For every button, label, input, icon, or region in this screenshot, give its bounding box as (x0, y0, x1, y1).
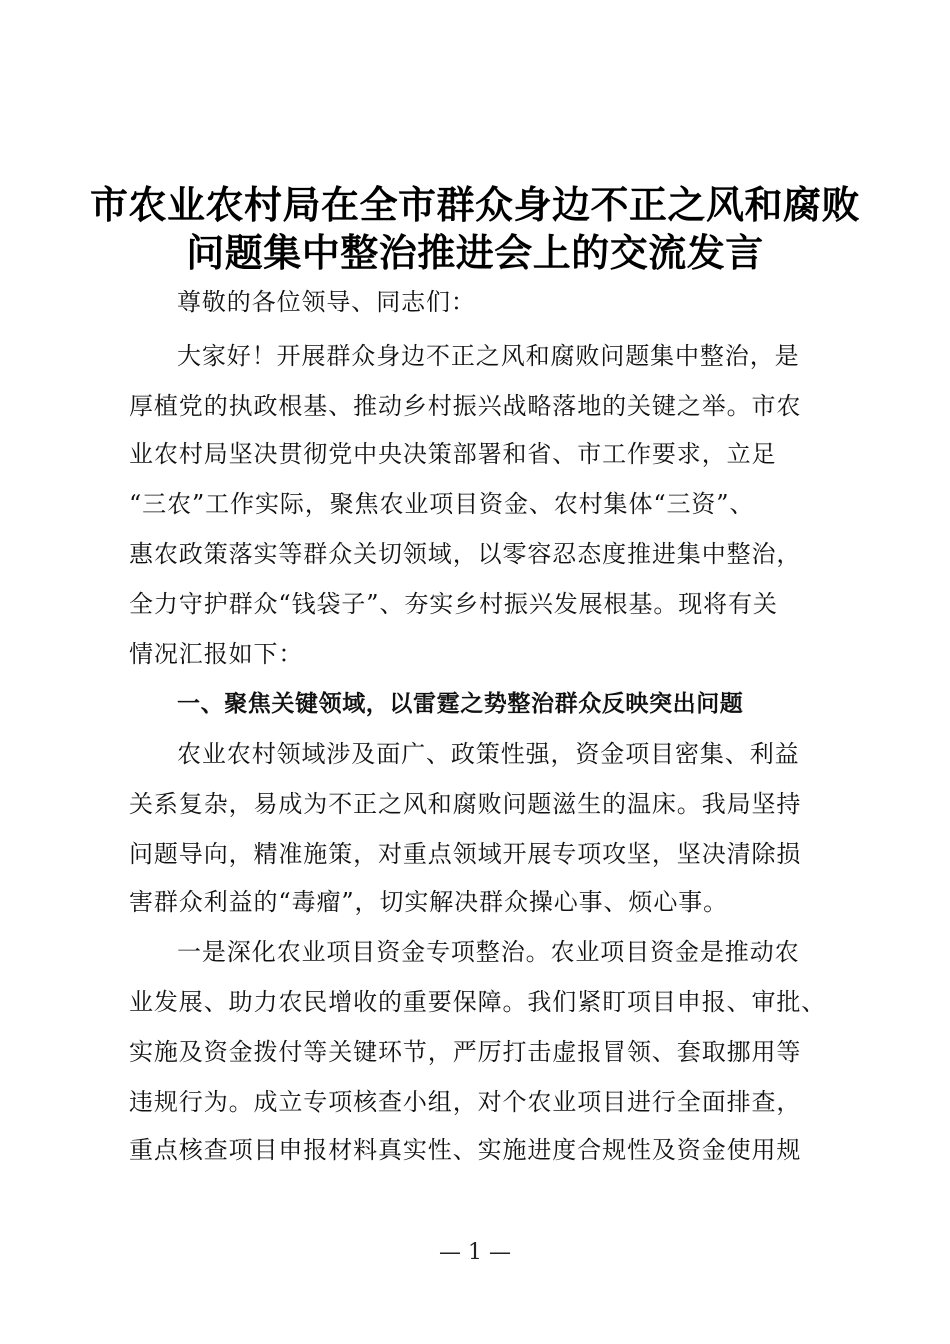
paragraph-2-line-1: 农业农村领域涉及面广、政策性强，资金项目密集、利益 (177, 740, 800, 768)
paragraph-3-line-1: 一是深化农业项目资金专项整治。农业项目资金是推动农 (177, 938, 800, 966)
paragraph-1-line-2: 厚植党的执政根基、推动乡村振兴战略落地的关键之举。市农 (129, 392, 802, 420)
paragraph-2-line-4: 害群众利益的“毒瘤”，切实解决群众操心事、烦心事。 (129, 888, 729, 916)
page-number: — 1 — (439, 1240, 511, 1265)
paragraph-2-line-2: 关系复杂，易成为不正之风和腐败问题滋生的温床。我局坚持 (129, 790, 802, 818)
paragraph-3-line-5: 重点核查项目申报材料真实性、实施进度合规性及资金使用规 (129, 1136, 802, 1164)
paragraph-1-line-4: “三农”工作实际，聚焦农业项目资金、农村集体“三资”、 (129, 490, 755, 518)
paragraph-1-line-1: 大家好！开展群众身边不正之风和腐败问题集中整治，是 (177, 342, 800, 370)
paragraph-3-line-4: 违规行为。成立专项核查小组，对个农业项目进行全面排查， (129, 1088, 802, 1116)
paragraph-3-line-3: 实施及资金拨付等关键环节，严厉打击虚报冒领、套取挪用等 (129, 1038, 802, 1066)
salutation: 尊敬的各位领导、同志们： (177, 288, 476, 316)
paragraph-1-line-5: 惠农政策落实等群众关切领域，以零容忍态度推进集中整治， (129, 540, 802, 568)
paragraph-1-line-3: 业农村局坚决贯彻党中央决策部署和省、市工作要求，立足 (129, 440, 777, 468)
paragraph-1-line-7: 情况汇报如下： (129, 640, 304, 668)
paragraph-2-line-3: 问题导向，精准施策，对重点领域开展专项攻坚，坚决清除损 (129, 840, 802, 868)
document-title-line-2: 问题集中整治推进会上的交流发言 (186, 230, 764, 275)
document-title-line-1: 市农业农村局在全市群众身边不正之风和腐败 (89, 182, 860, 227)
paragraph-3-line-2: 业发展、助力农民增收的重要保障。我们紧盯项目申报、审批、 (129, 988, 827, 1016)
paragraph-1-line-6: 全力守护群众“钱袋子”、夯实乡村振兴发展根基。现将有关 (129, 590, 778, 618)
section-1-heading: 一、聚焦关键领域，以雷霆之势整治群众反映突出问题 (177, 691, 744, 717)
